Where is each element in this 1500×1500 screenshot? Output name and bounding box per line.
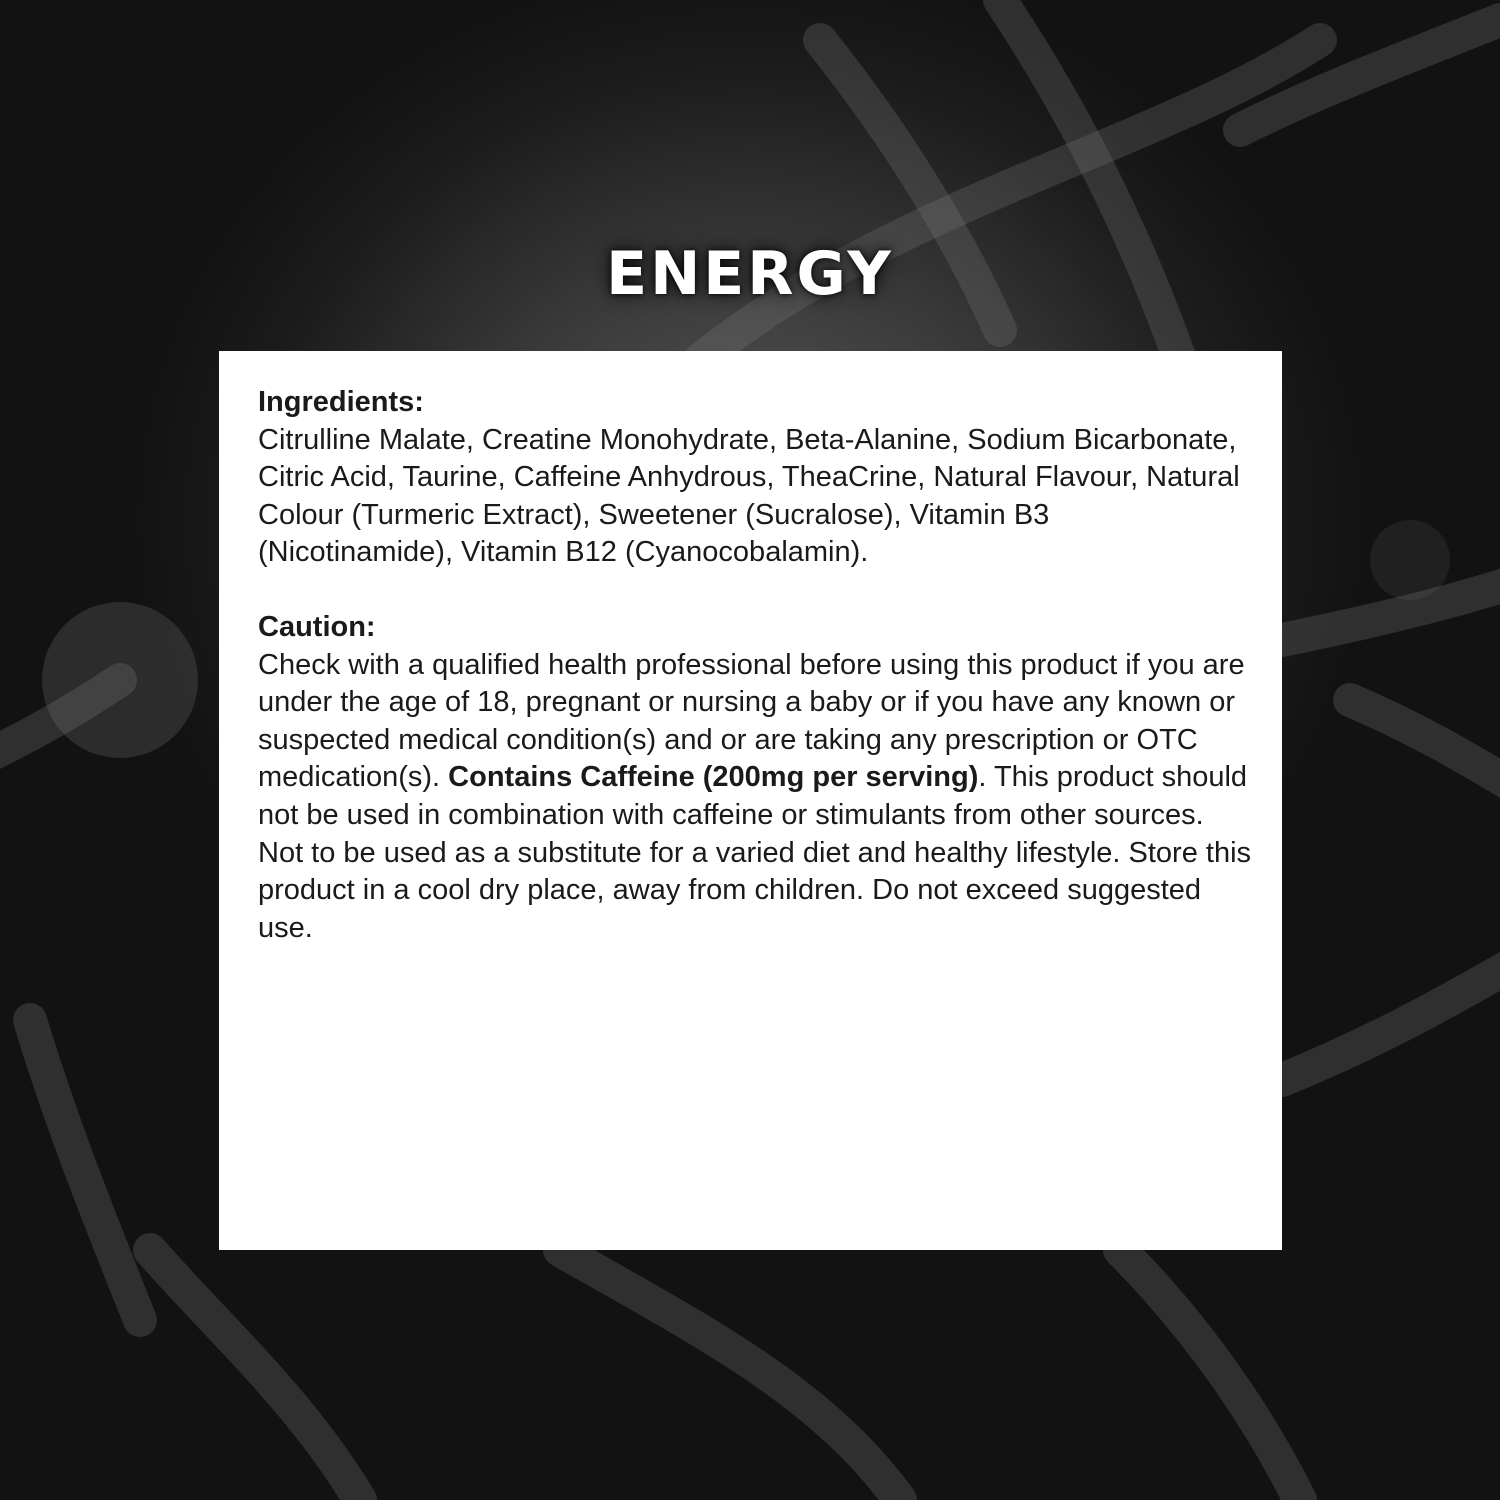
caffeine-warning: Contains Caffeine (200mg per serving) bbox=[448, 761, 979, 794]
ingredients-section bbox=[258, 384, 1252, 572]
caution-text bbox=[258, 647, 1252, 948]
ingredients-heading: Ingredients: bbox=[258, 386, 424, 418]
page-title: ENERGY bbox=[606, 239, 894, 309]
caution-heading: Caution: bbox=[258, 610, 376, 643]
caution-text-rest: . This product should not be used in combination with caffeine or stimulants from other sources. Not to be used as a substitute for a varied diet and healthy lifestyle. Store this product in a cool dry place, away from children. Do not exceed suggested use. bbox=[258, 761, 1252, 944]
caution-text-intro: Check with a qualified health professional before using this product if you are under the age of 18, pregnant or nursing a baby or if you have any known or suspected medical condition(s) and or are taking any prescription or OTC medication(s). bbox=[258, 648, 1245, 794]
ingredients-text: Citrulline Malate, Creatine Monohydrate, Beta-Alanine, Sodium Bicarbonate, Citric Acid, Taurine, Caffeine Anhydrous, TheaCrine, Natural Flavour, Natural Colour (Turmeric Extract), Sweetener (Sucralose), Vitamin B3 (Nicotinamide), Vitamin B12 (Cyanocobalamin). bbox=[258, 423, 1240, 569]
caution-section bbox=[258, 609, 1252, 947]
info-card bbox=[219, 351, 1282, 1250]
